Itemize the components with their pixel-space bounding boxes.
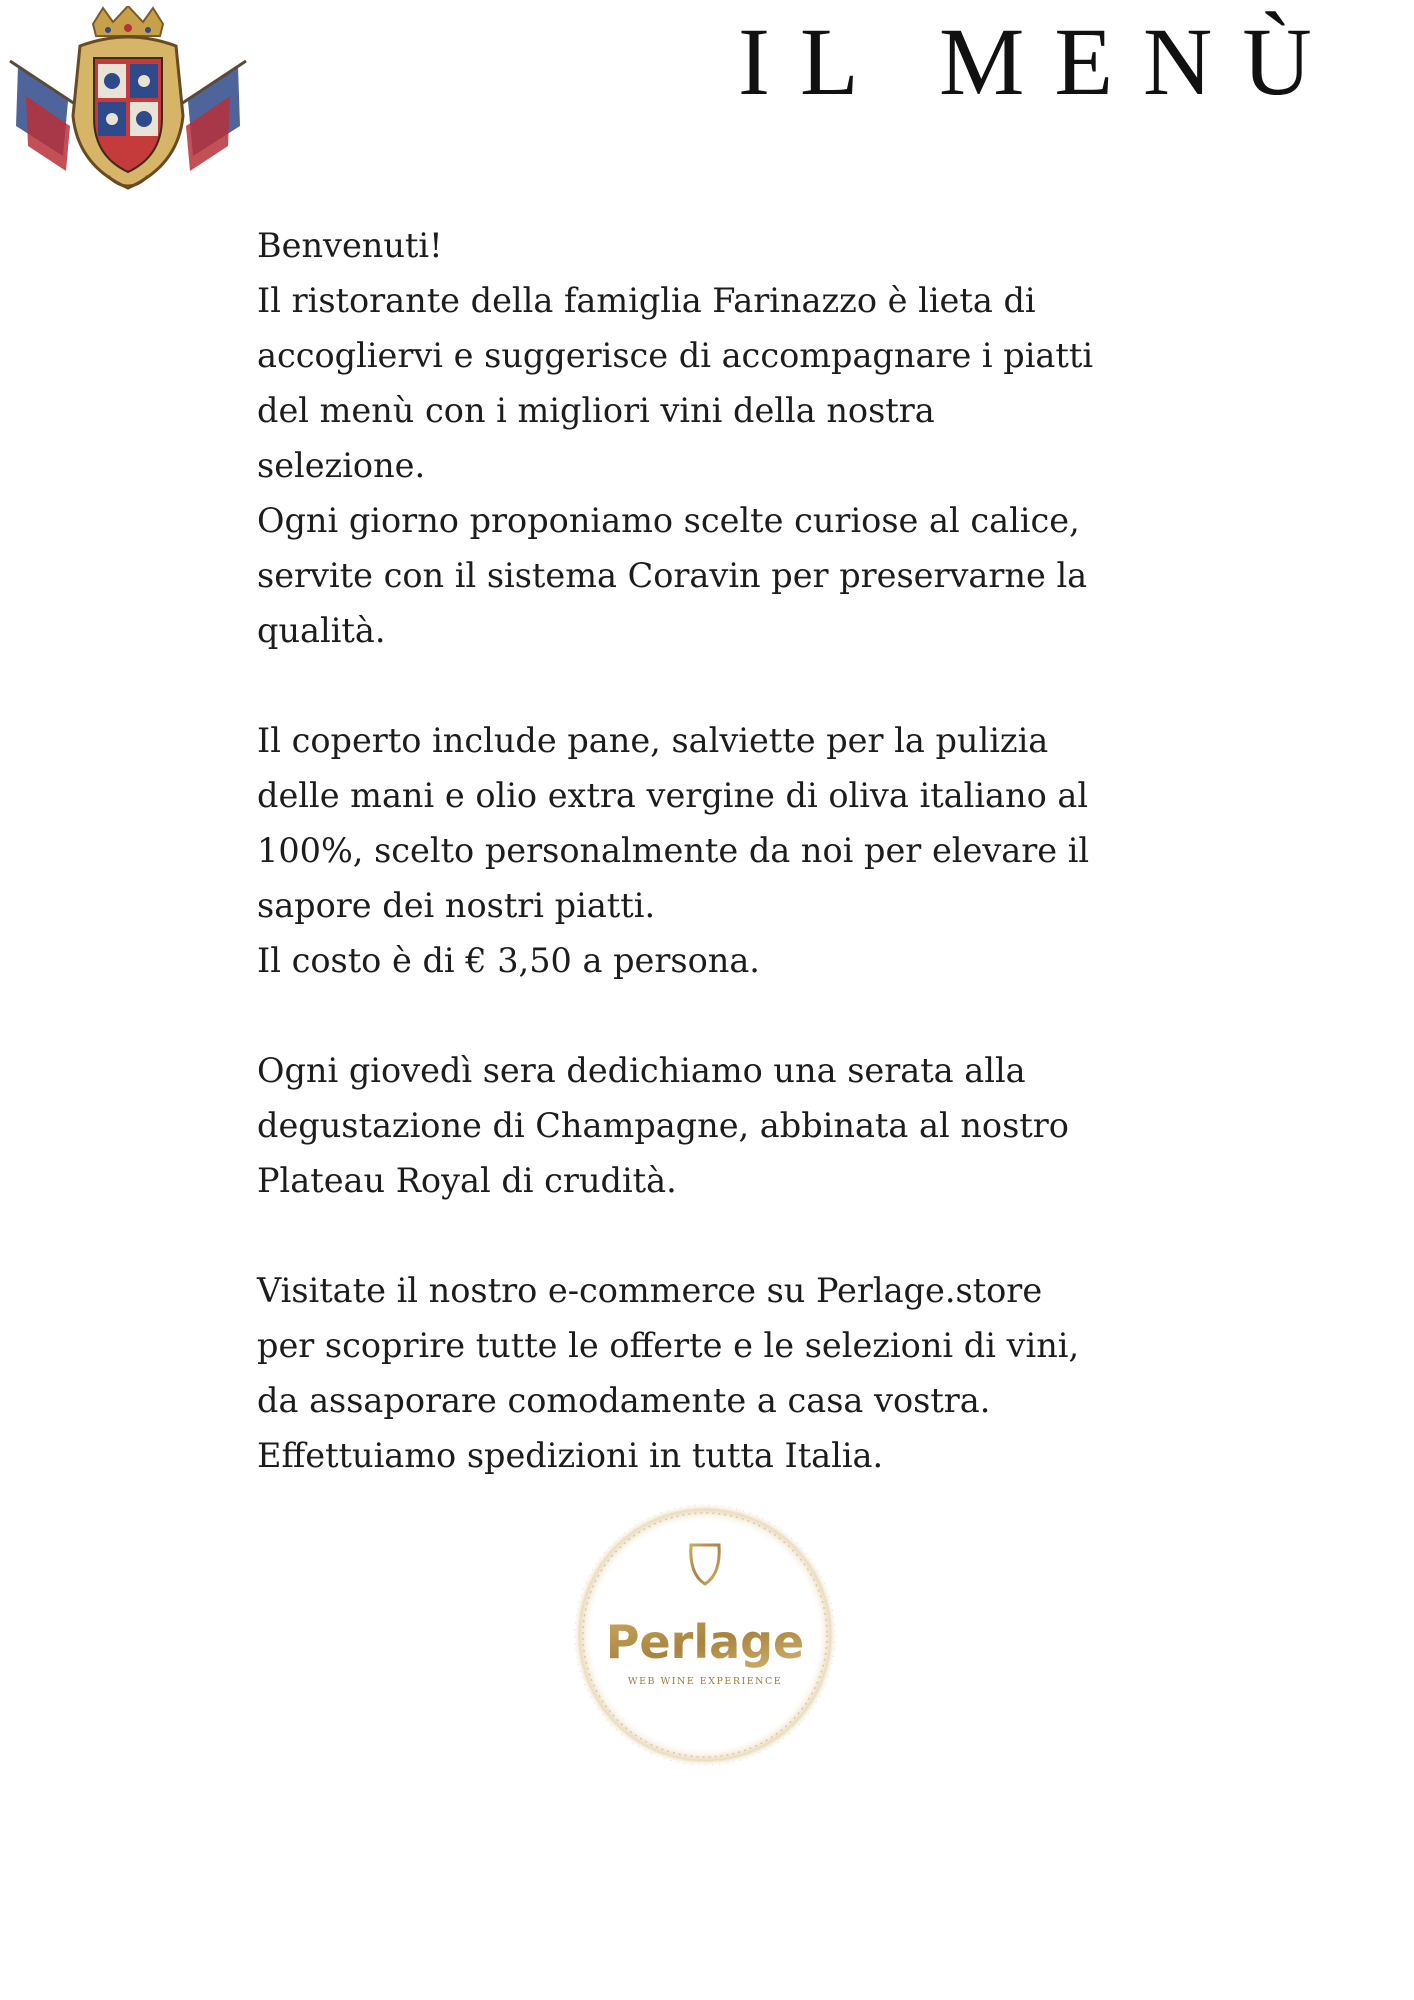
text-line: qualità. (257, 611, 386, 650)
welcome-paragraph (257, 218, 1187, 658)
text-line: Effettuiamo spedizioni in tutta Italia. (257, 1436, 884, 1475)
logo-tagline: WEB WINE EXPERIENCE (627, 1676, 783, 1687)
text-line: Ogni giorno proponiamo scelte curiose al calice, (257, 501, 1080, 540)
text-line: Il costo è di € 3,50 a persona. (257, 941, 760, 980)
text-line: Il coperto include pane, salviette per la pulizia (257, 721, 1049, 760)
ecommerce-paragraph (257, 1263, 1187, 1483)
text-line: da assaporare comodamente a casa vostra. (257, 1381, 991, 1420)
text-line: Benvenuti! (257, 226, 443, 265)
perlage-logo (560, 1500, 850, 1770)
text-line: Plateau Royal di crudità. (257, 1161, 677, 1200)
text-line: per scoprire tutte le offerte e le selezioni di vini, (257, 1326, 1080, 1365)
text-line: Ogni giovedì sera dedichiamo una serata alla (257, 1051, 1026, 1090)
text-line: Visitate il nostro e-commerce su Perlage.store (257, 1271, 1043, 1310)
text-line: selezione. (257, 446, 426, 485)
coat-of-arms-crest-icon (8, 6, 248, 196)
text-line: delle mani e olio extra vergine di oliva italiano al (257, 776, 1089, 815)
cover-charge-paragraph (257, 713, 1187, 988)
page-title: IL MENÙ (738, 8, 1342, 115)
text-line: sapore dei nostri piatti. (257, 886, 656, 925)
text-line: degustazione di Champagne, abbinata al nostro (257, 1106, 1069, 1145)
text-line: servite con il sistema Coravin per preservarne la (257, 556, 1088, 595)
text-line: 100%, scelto personalmente da noi per elevare il (257, 831, 1090, 870)
intro-text (257, 218, 1187, 1483)
champagne-paragraph (257, 1043, 1187, 1208)
text-line: accogliervi e suggerisce di accompagnare i piatti (257, 336, 1094, 375)
logo-brand: Perlage (605, 1615, 805, 1669)
text-line: Il ristorante della famiglia Farinazzo è lieta di (257, 281, 1036, 320)
text-line: del menù con i migliori vini della nostra (257, 391, 935, 430)
